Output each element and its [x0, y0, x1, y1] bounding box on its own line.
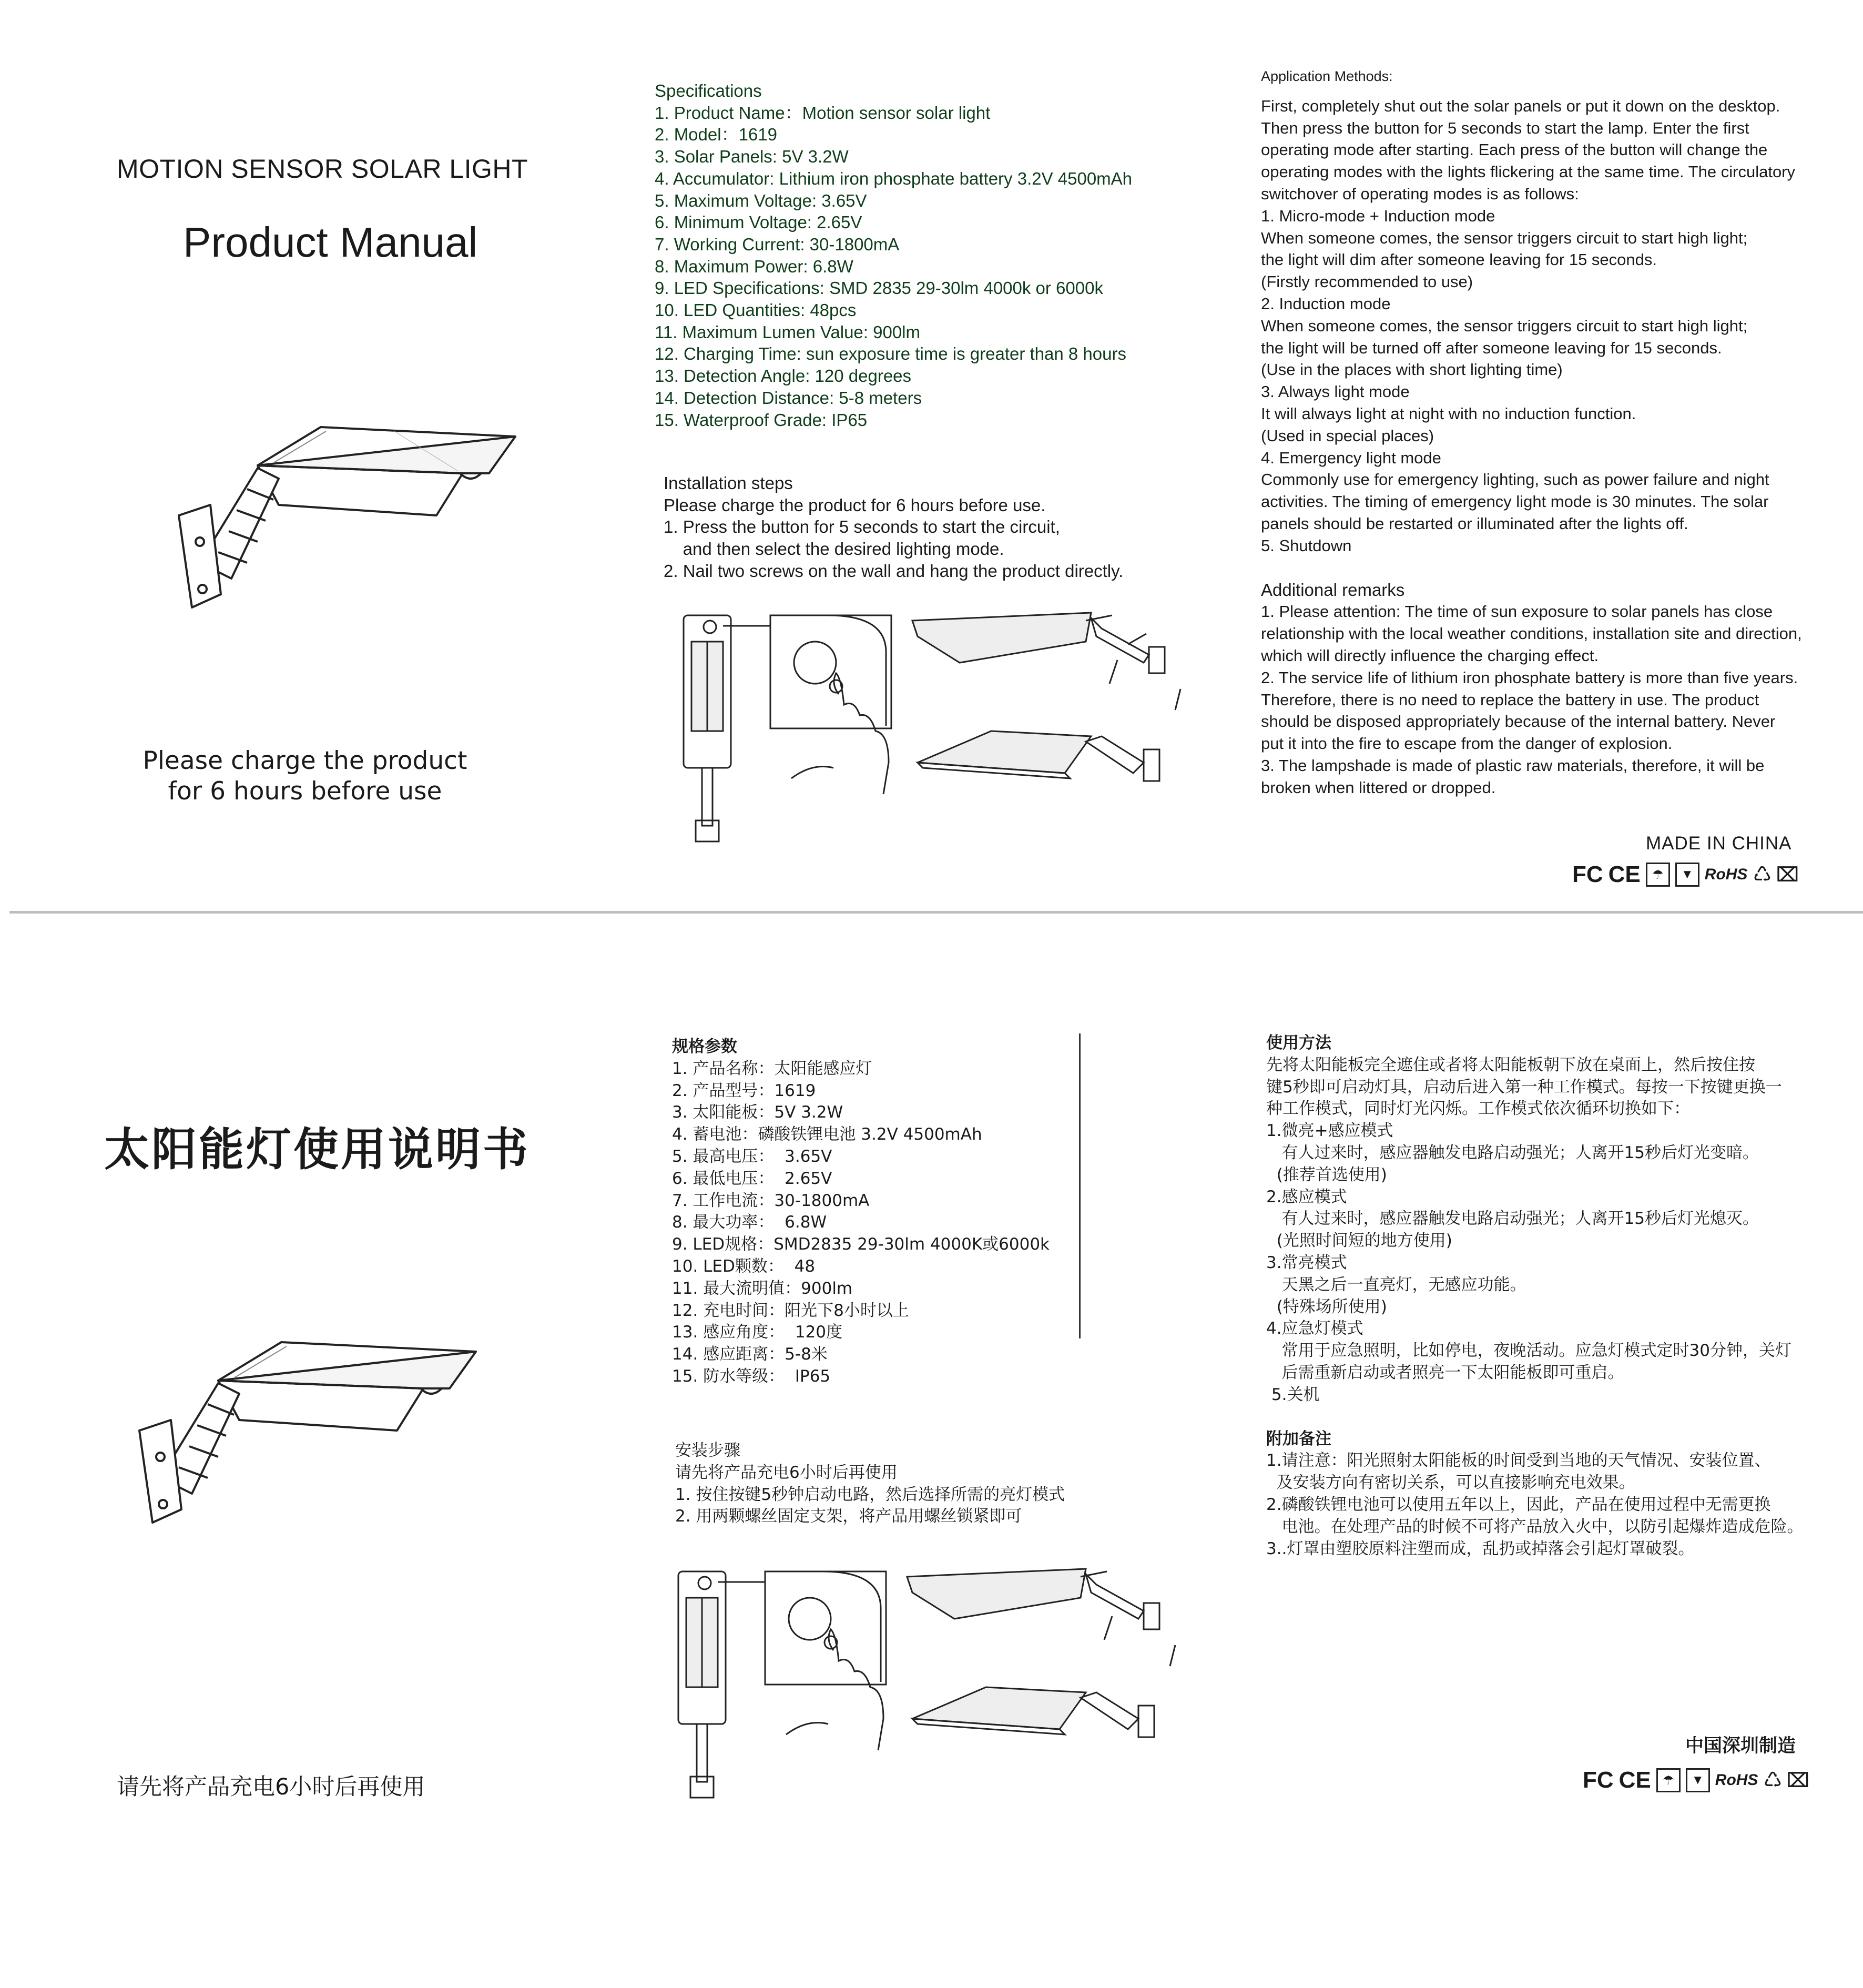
cn-install-line: 2. 用两颗螺丝固定支架，将产品用螺丝锁紧即可	[675, 1507, 1022, 1526]
cn-spec-item: 15. 防水等级： IP65	[672, 1366, 831, 1386]
spec-item: 1. Product Name：Motion sensor solar light	[655, 103, 991, 123]
cn-app-line: (推荐首选使用)	[1266, 1165, 1387, 1184]
app-line: switchover of operating modes is as follows:	[1261, 184, 1579, 203]
cn-spec-item: 3. 太阳能板：5V 3.2W	[672, 1103, 843, 1122]
cn-app-line: 常用于应急照明，比如停电，夜晚活动。应急灯模式定时30分钟，关灯	[1266, 1341, 1792, 1361]
spec-item: 10. LED Quantities: 48pcs	[655, 300, 857, 320]
spec-item: 5. Maximum Voltage: 3.65V	[655, 190, 867, 210]
spec-item: 8. Maximum Power: 6.8W	[655, 256, 853, 276]
lamp-illustration	[168, 421, 531, 621]
install-line: 2. Nail two screws on the wall and hang the product directly.	[664, 561, 1124, 581]
ce-mark: CE	[1618, 1767, 1651, 1793]
ce-mark: CE	[1608, 861, 1641, 887]
lamp-illustration-cn	[129, 1336, 492, 1536]
cn-app-line: 3.常亮模式	[1266, 1253, 1347, 1272]
cn-app-line: 种工作模式，同时灯光闪烁。工作模式依次循环切换如下：	[1266, 1099, 1690, 1119]
spec-item: 11. Maximum Lumen Value: 900lm	[655, 322, 921, 342]
cn-installation-steps	[675, 1440, 1065, 1528]
remark-line: should be disposed appropriately because of the internal battery. Never	[1261, 712, 1776, 731]
glass-icon: ▼	[1686, 1768, 1710, 1792]
recycle-icon: ♺	[1763, 1769, 1783, 1792]
spec-item: 2. Model：1619	[655, 125, 777, 145]
cn-remarks-heading: 附加备注	[1266, 1429, 1331, 1448]
cn-specifications	[672, 1036, 1050, 1388]
spec-item: 4. Accumulator: Lithium iron phosphate battery 3.2V 4500mAh	[655, 168, 1133, 188]
cn-app-line: 5.关机	[1266, 1385, 1320, 1404]
spec-item: 15. Waterproof Grade: IP65	[655, 410, 868, 430]
cn-spec-item: 11. 最大流明值：900lm	[672, 1279, 853, 1298]
umbrella-icon: ☂	[1646, 863, 1670, 887]
cn-spec-item: 1. 产品名称：太阳能感应灯	[672, 1059, 872, 1078]
remark-line: 3. The lampshade is made of plastic raw materials, therefore, it will be	[1261, 756, 1765, 775]
cn-spec-item: 8. 最大功率： 6.8W	[672, 1213, 827, 1232]
spec-item: 9. LED Specifications: SMD 2835 29-30lm 4000k or 6000k	[655, 278, 1103, 298]
app-line: 2. Induction mode	[1261, 294, 1391, 313]
app-line: 5. Shutdown	[1261, 536, 1352, 555]
remark-line: 1. Please attention: The time of sun exposure to solar panels has close	[1261, 602, 1773, 621]
app-line: 1. Micro-mode + Induction mode	[1261, 206, 1495, 225]
app-line: the light will dim after someone leaving for 15 seconds.	[1261, 250, 1657, 269]
cn-charge-note: 请先将产品充电6小时后再使用	[117, 1774, 425, 1800]
cn-remark-line: 3..灯罩由塑胶原料注塑而成，乱扔或掉落会引起灯罩破裂。	[1266, 1539, 1695, 1558]
made-in-label: MADE IN CHINA	[1646, 833, 1792, 854]
cn-spec-item: 14. 感应距离：5-8米	[672, 1345, 828, 1364]
cn-app-line: 4.应急灯模式	[1266, 1319, 1363, 1338]
rohs-mark: RoHS	[1715, 1771, 1758, 1789]
cn-spec-item: 6. 最低电压： 2.65V	[672, 1169, 832, 1188]
bin-icon: ⌧	[1776, 864, 1799, 886]
app-line: panels should be restarted or illuminated after the lights off.	[1261, 514, 1688, 533]
spec-heading: Specifications	[655, 81, 762, 100]
remarks-heading: Additional remarks	[1261, 580, 1405, 600]
cn-spec-item: 7. 工作电流：30-1800mA	[672, 1191, 870, 1210]
recycle-icon: ♺	[1753, 863, 1772, 886]
remark-line: relationship with the local weather conditions, installation site and direction,	[1261, 624, 1802, 643]
cn-spec-item: 10. LED颗数： 48	[672, 1256, 816, 1276]
glass-icon: ▼	[1675, 863, 1699, 887]
cn-app-line: 有人过来时，感应器触发电路启动强光；人离开15秒后灯光熄灭。	[1266, 1209, 1759, 1229]
charge-line-2: for 6 hours before use	[168, 777, 442, 806]
installation-diagram-cn	[676, 1561, 1212, 1803]
app-line: First, completely shut out the solar panels or put it down on the desktop.	[1261, 96, 1780, 115]
install-line: Please charge the product for 6 hours before use.	[664, 495, 1046, 515]
page-divider	[9, 911, 1863, 914]
remark-line: 2. The service life of lithium iron phosphate battery is more than five years.	[1261, 668, 1798, 687]
app-line: (Firstly recommended to use)	[1261, 272, 1473, 291]
spec-item: 7. Working Current: 30-1800mA	[655, 234, 900, 254]
cn-app-line: 先将太阳能板完全遮住或者将太阳能板朝下放在桌面上，然后按住按	[1266, 1055, 1755, 1074]
spec-item: 12. Charging Time: sun exposure time is greater than 8 hours	[655, 344, 1126, 364]
cn-spec-heading: 规格参数	[672, 1037, 737, 1056]
rohs-mark: RoHS	[1704, 866, 1748, 883]
remark-line: which will directly influence the charging effect.	[1261, 646, 1599, 665]
bin-icon: ⌧	[1786, 1769, 1810, 1792]
cn-remark-line: 2.磷酸铁锂电池可以使用五年以上，因此，产品在使用过程中无需更换	[1266, 1495, 1771, 1514]
cn-app-line: 有人过来时，感应器触发电路启动强光；人离开15秒后灯光变暗。	[1266, 1143, 1759, 1162]
cn-install-line: 请先将产品充电6小时后再使用	[675, 1463, 898, 1482]
cn-remark-line: 1.请注意：阳光照射太阳能板的时间受到当地的天气情况、安装位置、	[1266, 1451, 1771, 1470]
cn-remark-line: 电池。在处理产品的时候不可将产品放入火中，以防引起爆炸造成危险。	[1266, 1517, 1804, 1536]
charge-line-1: Please charge the product	[142, 746, 467, 775]
install-line: and then select the desired lighting mode.	[664, 539, 1004, 559]
spec-item: 3. Solar Panels: 5V 3.2W	[655, 147, 849, 167]
cn-spec-item: 5. 最高电压： 3.65V	[672, 1147, 832, 1166]
installation-diagram	[681, 605, 1217, 847]
app-line: (Used in special places)	[1261, 426, 1434, 445]
cn-spec-item: 9. LED规格：SMD2835 29-30lm 4000K或6000k	[672, 1235, 1050, 1254]
app-line: Commonly use for emergency lighting, such as power failure and night	[1261, 470, 1769, 489]
cn-application-methods	[1266, 1032, 1850, 1560]
app-line: 4. Emergency light mode	[1261, 448, 1441, 467]
manual-title: Product Manual	[183, 219, 478, 266]
cn-app-line: 键5秒即可启动灯具，启动后进入第一种工作模式。每按一下按键更换一	[1266, 1077, 1782, 1097]
cn-app-line: 天黑之后一直亮灯，无感应功能。	[1266, 1275, 1526, 1294]
cn-remark-line: 及安装方向有密切关系，可以直接影响充电效果。	[1266, 1473, 1635, 1493]
app-line: 3. Always light mode	[1261, 382, 1410, 401]
spec-item: 14. Detection Distance: 5-8 meters	[655, 388, 922, 408]
cn-install-line: 1. 按住按键5秒钟启动电路，然后选择所需的亮灯模式	[675, 1485, 1065, 1504]
cn-install-heading: 安装步骤	[675, 1441, 740, 1460]
app-line: the light will be turned off after someone leaving for 15 seconds.	[1261, 338, 1722, 357]
application-methods	[1261, 66, 1845, 799]
cn-app-line: (光照时间短的地方使用)	[1266, 1231, 1452, 1251]
cn-app-line: (特殊场所使用)	[1266, 1297, 1387, 1316]
specifications	[655, 80, 1132, 431]
column-divider	[1079, 1033, 1081, 1338]
charge-note	[142, 746, 468, 807]
cn-app-line: 后需重新启动或者照亮一下太阳能板即可重启。	[1266, 1363, 1624, 1382]
app-line: operating modes with the lights flickering at the same time. The circulatory	[1261, 163, 1796, 181]
spec-item: 13. Detection Angle: 120 degrees	[655, 366, 912, 386]
app-heading: Application Methods:	[1261, 68, 1393, 84]
cn-made-in-label: 中国深圳制造	[1685, 1736, 1796, 1757]
cn-app-line: 1.微亮+感应模式	[1266, 1121, 1393, 1141]
certification-marks	[1572, 861, 1798, 888]
cn-spec-item: 2. 产品型号：1619	[672, 1081, 816, 1100]
install-heading: Installation steps	[664, 473, 793, 493]
cn-app-line: 2.感应模式	[1266, 1187, 1347, 1206]
cn-certification-marks	[1583, 1767, 1808, 1793]
cn-spec-item: 4. 蓄电池：磷酸铁锂电池 3.2V 4500mAh	[672, 1125, 982, 1144]
app-line: Then press the button for 5 seconds to start the lamp. Enter the first	[1261, 118, 1749, 137]
cn-cover-title: 太阳能灯使用说明书	[104, 1123, 530, 1176]
cn-spec-item: 12. 充电时间：阳光下8小时以上	[672, 1301, 909, 1320]
umbrella-icon: ☂	[1656, 1768, 1681, 1792]
app-line: When someone comes, the sensor triggers circuit to start high light;	[1261, 228, 1748, 247]
cn-app-heading: 使用方法	[1266, 1033, 1331, 1052]
cover-title: MOTION SENSOR SOLAR LIGHT	[117, 154, 528, 184]
remark-line: Therefore, there is no need to replace the battery in use. The product	[1261, 690, 1759, 709]
cn-spec-item: 13. 感应角度： 120度	[672, 1323, 843, 1342]
fc-mark: FC	[1583, 1767, 1614, 1793]
app-line: operating mode after starting. Each press of the button will change the	[1261, 140, 1768, 159]
spec-item: 6. Minimum Voltage: 2.65V	[655, 212, 862, 232]
install-line: 1. Press the button for 5 seconds to start the circuit,	[664, 517, 1060, 537]
app-line: activities. The timing of emergency light mode is 30 minutes. The solar	[1261, 492, 1769, 511]
installation-steps	[664, 472, 1123, 582]
app-line: It will always light at night with no induction function.	[1261, 404, 1636, 423]
app-line: (Use in the places with short lighting time)	[1261, 360, 1563, 379]
fc-mark: FC	[1572, 861, 1603, 887]
app-line: When someone comes, the sensor triggers circuit to start high light;	[1261, 316, 1748, 335]
remark-line: broken when littered or dropped.	[1261, 778, 1496, 797]
remark-line: put it into the fire to escape from the danger of explosion.	[1261, 734, 1673, 753]
